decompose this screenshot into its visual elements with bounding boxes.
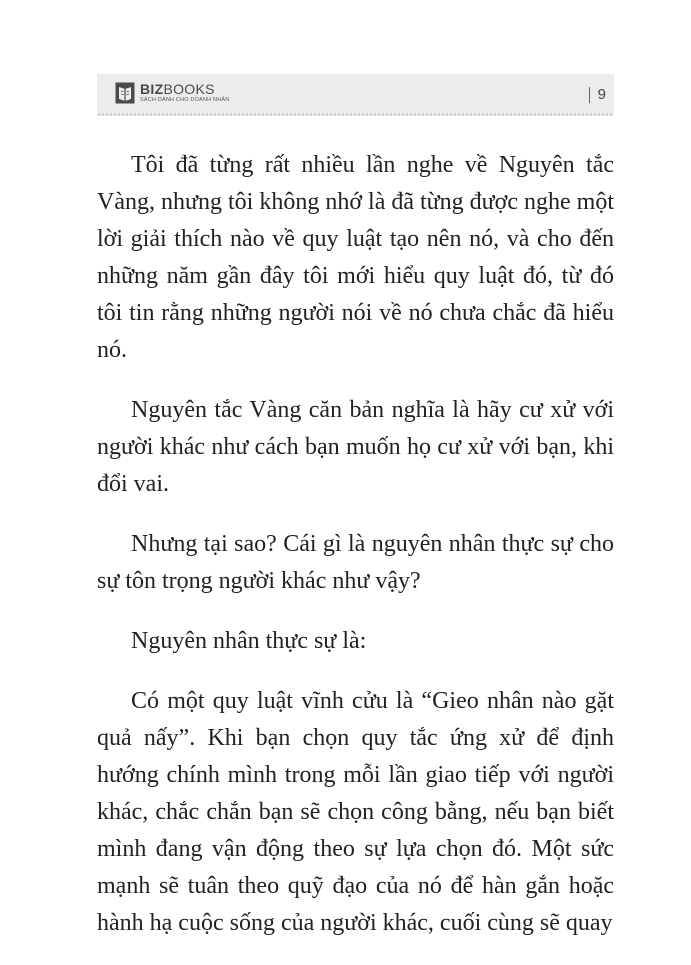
page-body	[97, 147, 614, 965]
paragraph-3: Nhưng tại sao? Cái gì là nguyên nhân thực sự cho sự tôn trọng người khác như vậy?	[97, 531, 614, 594]
paragraph-4: Nguyên nhân thực sự là:	[131, 628, 367, 654]
paragraph-1: Tôi đã từng rất nhiều lần nghe về Nguyên tắc Vàng, nhưng tôi không nhớ là đã từng được nghe một lời giải thích nào về quy luật tạo nên nó, và cho đến những năm gần đây tôi mới hiểu quy luật đó, từ đó tôi tin rằng những người nói về nó chưa chắc đã hiểu nó.	[97, 152, 615, 363]
bizbooks-logo	[115, 82, 229, 104]
paragraph-5: Có một quy luật vĩnh cửu là “Gieo nhân nào gặt quả nấy”. Khi bạn chọn quy tắc ứng xử để định hướng chính mình trong mỗi lần giao tiếp với người khác, chắc chắn bạn sẽ chọn công bằng, nếu bạn biết mình đang vận động theo sự lựa chọn đó. Một sức mạnh sẽ tuân theo quỹ đạo của nó để hàn gắn hoặc hành hạ cuộc sống của người khác, cuối cùng sẽ quay	[97, 688, 614, 936]
brand-tagline: SÁCH DÀNH CHO DOANH NHÂN	[140, 97, 230, 104]
paragraph-2: Nguyên tắc Vàng căn bản nghĩa là hãy cư xử với người khác như cách bạn muốn họ cư xử với bạn, khi đổi vai.	[97, 397, 614, 497]
page-header	[97, 74, 614, 116]
brand-name	[140, 82, 229, 96]
brand-bold: BIZ	[140, 81, 164, 98]
book-logo-icon	[115, 82, 135, 104]
brand-light: BOOKS	[163, 81, 215, 98]
page-number-divider	[589, 87, 590, 103]
page-number	[589, 86, 606, 103]
page-number-value: 9	[597, 86, 606, 103]
